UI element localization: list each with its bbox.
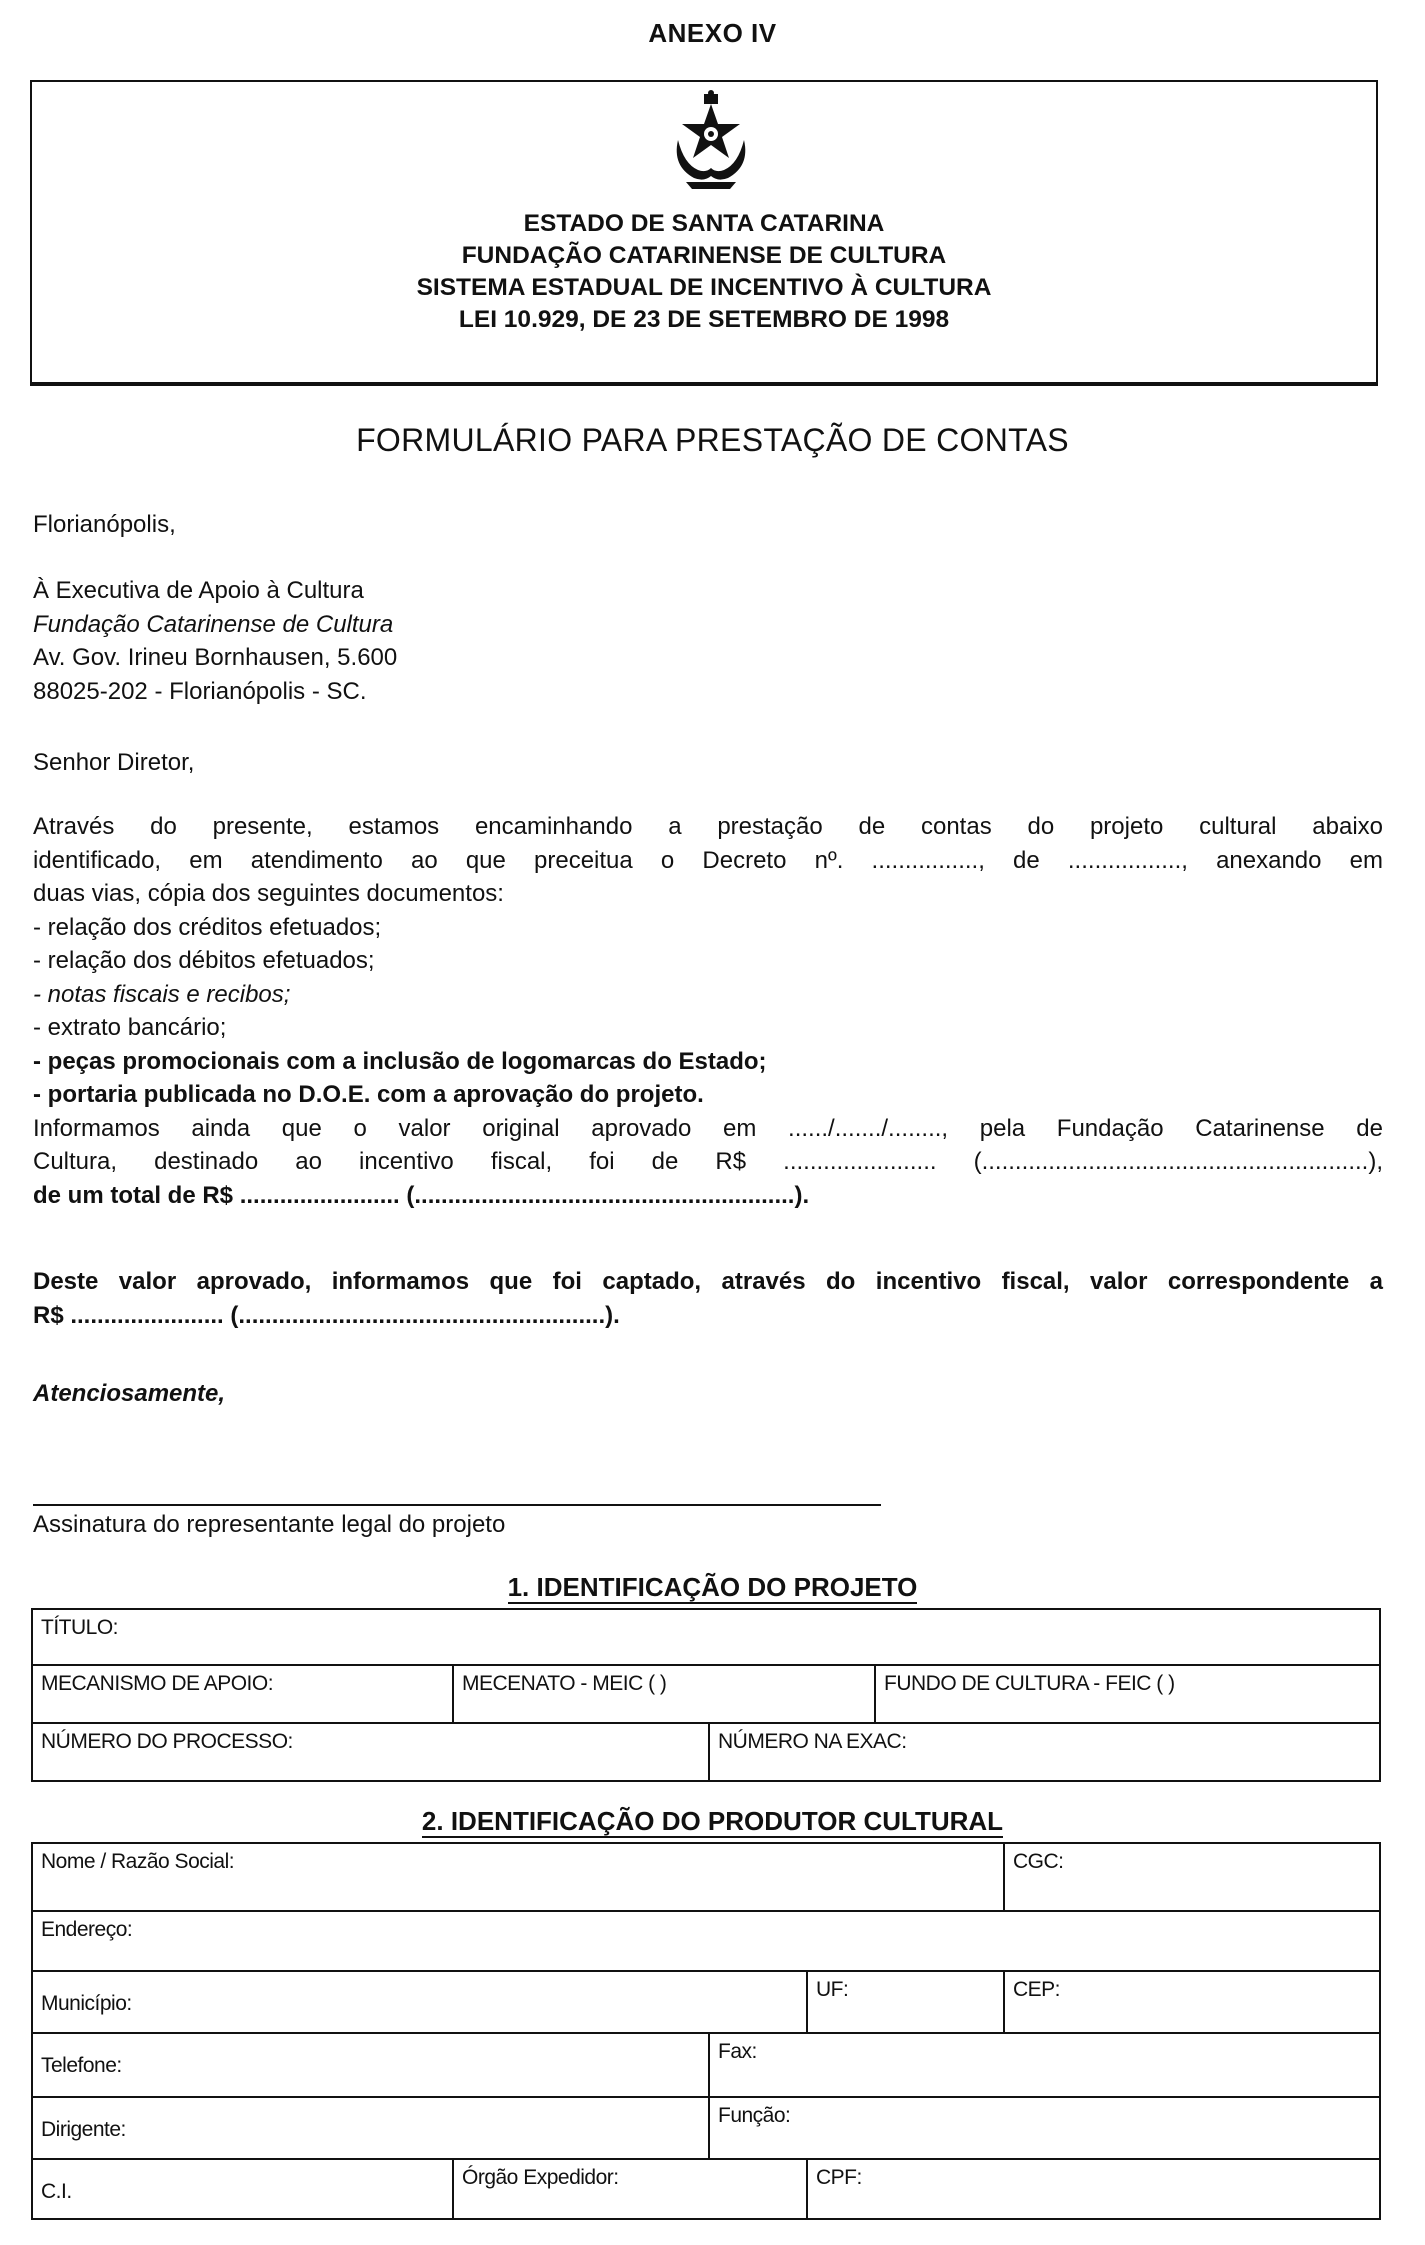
field-cgc[interactable]: CGC: — [1004, 1843, 1380, 1911]
greeting: Senhor Diretor, — [33, 749, 195, 776]
header-box — [30, 80, 1378, 386]
project-identification-table — [31, 1608, 1381, 1782]
form-title: FORMULÁRIO PARA PRESTAÇÃO DE CONTAS — [356, 422, 1069, 458]
captured-amount-paragraph — [33, 1265, 1383, 1333]
annex-label: ANEXO IV — [648, 18, 777, 48]
body-line: de um total de R$ ........................ (.........................................................). — [33, 1181, 810, 1209]
field-municipio[interactable]: Município: — [32, 1971, 807, 2033]
document-list-item: - relação dos débitos efetuados; — [33, 947, 375, 974]
field-funcao[interactable]: Função: — [709, 2097, 1380, 2159]
body-line: Deste valor aprovado, informamos que foi captado, através do incentivo fiscal, valor correspondente a — [33, 1268, 1383, 1295]
field-telefone[interactable]: Telefone: — [32, 2033, 709, 2097]
section-1-title — [0, 1572, 1425, 1603]
document-list-item: - notas fiscais e recibos; — [33, 980, 291, 1008]
document-list-item: - relação dos créditos efetuados; — [33, 913, 382, 941]
field-endereco[interactable]: Endereço: — [32, 1911, 1380, 1971]
document-list-item: - extrato bancário; — [33, 1014, 227, 1041]
header-system: SISTEMA ESTADUAL DE INCENTIVO À CULTURA — [416, 274, 992, 301]
body-line: Através do presente, estamos encaminhando a prestação de contas do projeto cultural abaixo — [33, 813, 1383, 840]
address-line: Fundação Catarinense de Cultura — [33, 610, 394, 638]
label-nome: Nome / Razão Social: — [41, 1850, 235, 1873]
document-list-item: - peças promocionais com a inclusão de logomarcas do Estado; — [33, 1047, 767, 1075]
body-line: Informamos ainda que o valor original aprovado em ....../......./........, pela Fundação Catarinense de — [33, 1114, 1383, 1142]
field-nome-razao-social[interactable] — [32, 1843, 1004, 1911]
field-orgao-expedidor[interactable]: Órgão Expedidor: — [453, 2159, 807, 2219]
header-foundation: FUNDAÇÃO CATARINENSE DE CULTURA — [461, 242, 947, 269]
header-law: LEI 10.929, DE 23 DE SETEMBRO DE 1998 — [458, 306, 950, 333]
producer-identification-table — [31, 1842, 1381, 2220]
city-date-line: Florianópolis, — [33, 511, 176, 538]
field-titulo[interactable]: TÍTULO: — [32, 1609, 1380, 1665]
field-ci[interactable]: C.I. — [32, 2159, 453, 2219]
field-cep[interactable]: CEP: — [1004, 1971, 1380, 2033]
field-mecanismo: MECANISMO DE APOIO: — [32, 1665, 453, 1723]
field-fax[interactable]: Fax: — [709, 2033, 1380, 2097]
address-line: Av. Gov. Irineu Bornhausen, 5.600 — [33, 644, 398, 671]
header-state: ESTADO DE SANTA CATARINA — [523, 210, 885, 237]
letter-body — [33, 810, 1383, 1212]
signature-line — [33, 1504, 881, 1506]
section-2-title — [0, 1806, 1425, 1837]
field-cpf[interactable]: CPF: — [807, 2159, 1380, 2219]
body-line: R$ ....................... (.......................................................). — [33, 1302, 620, 1329]
section-1-title-text: 1. IDENTIFICAÇÃO DO PROJETO — [507, 1572, 918, 1602]
body-line: identificado, em atendimento ao que preceitua o Decreto nº. ................, de ................., anexando em — [33, 846, 1383, 874]
closing: Atenciosamente, — [33, 1380, 226, 1407]
address-line: À Executiva de Apoio à Cultura — [33, 577, 364, 604]
document-list-item: - portaria publicada no D.O.E. com a aprovação do projeto. — [33, 1081, 704, 1108]
field-numero-processo[interactable]: NÚMERO DO PROCESSO: — [32, 1723, 709, 1781]
address-line: 88025-202 - Florianópolis - SC. — [33, 677, 367, 705]
recipient-address — [33, 574, 397, 708]
field-numero-exac[interactable]: NÚMERO NA EXAC: — [709, 1723, 1380, 1781]
field-uf[interactable]: UF: — [807, 1971, 1004, 2033]
signature-label: Assinatura do representante legal do projeto — [33, 1511, 506, 1538]
body-line: duas vias, cópia dos seguintes documentos: — [33, 880, 504, 907]
checkbox-mecenato[interactable]: MECENATO - MEIC ( ) — [453, 1665, 875, 1723]
field-dirigente[interactable]: Dirigente: — [32, 2097, 709, 2159]
santa-catarina-coat-of-arms-icon — [668, 90, 754, 190]
checkbox-fundo-cultura[interactable]: FUNDO DE CULTURA - FEIC ( ) — [875, 1665, 1380, 1723]
body-line: Cultura, destinado ao incentivo fiscal, foi de R$ ....................... (..........................................................), — [33, 1148, 1383, 1175]
section-2-title-text: 2. IDENTIFICAÇÃO DO PRODUTOR CULTURAL — [421, 1806, 1004, 1836]
